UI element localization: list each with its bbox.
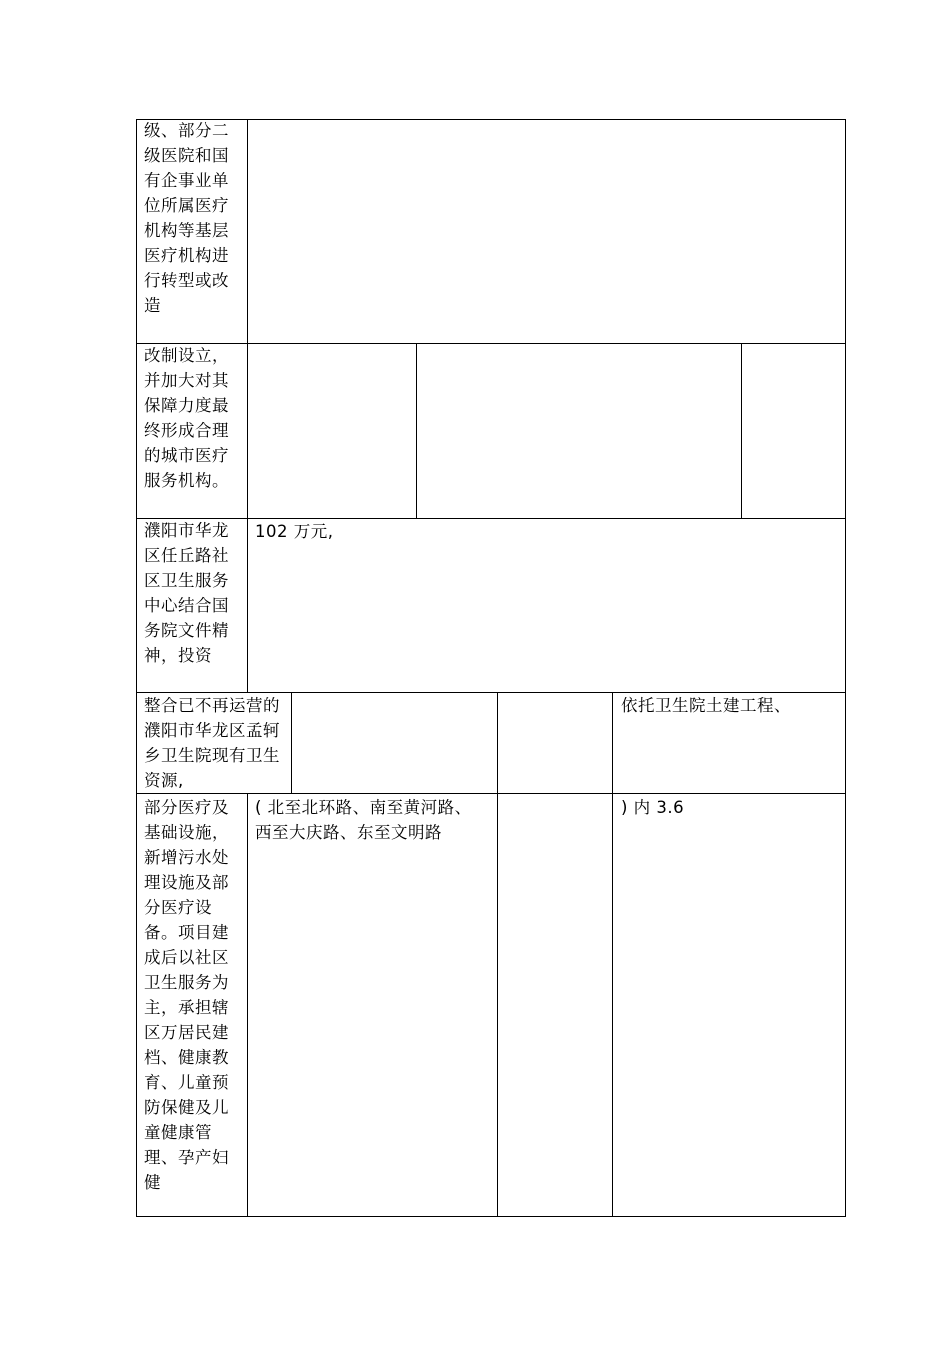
table-cell-text: ( 北至北环路、南至黄河路、西至大庆路、东至文明路 xyxy=(255,798,472,842)
table-cell-text: ) 内 3.6 xyxy=(621,798,685,817)
cell-divider xyxy=(741,344,742,518)
table-cell-text: 整合已不再运营的濮阳市华龙区孟轲乡卫生院现有卫生资源, xyxy=(144,696,280,790)
cell-divider xyxy=(247,519,248,692)
table-cell-text: 改制设立，并加大对其保障力度最终形成合理的城市医疗服务机构。 xyxy=(144,346,229,490)
table-row xyxy=(136,518,846,693)
cell-divider xyxy=(247,120,248,343)
table-cell-text: 部分医疗及基础设施，新增污水处理设施及部分医疗设备。项目建成后以社区卫生服务为主，承担辖区万居民建档、健康教育、儿童预防保健及儿童健康管理、孕产妇健 xyxy=(144,798,229,1192)
cell-divider xyxy=(497,794,498,1216)
table-row xyxy=(136,343,846,519)
table-cell-text: 级、部分二级医院和国有企事业单位所属医疗机构等基层医疗机构进行转型或改造 xyxy=(144,121,229,315)
cell-divider xyxy=(247,794,248,1216)
cell-divider xyxy=(612,794,613,1216)
table-cell-text: 濮阳市华龙区任丘路社区卫生服务中心结合国务院文件精神，投资 xyxy=(144,521,229,665)
cell-divider xyxy=(497,693,498,793)
table-row xyxy=(136,692,846,794)
cell-divider xyxy=(612,693,613,793)
cell-divider xyxy=(247,344,248,518)
table-cell-text: 102 万元, xyxy=(255,522,334,541)
table-cell-text: 依托卫生院土建工程、 xyxy=(621,696,791,715)
cell-divider xyxy=(416,344,417,518)
cell-divider xyxy=(291,693,292,793)
table-row xyxy=(136,119,846,344)
table-row xyxy=(136,793,846,1217)
